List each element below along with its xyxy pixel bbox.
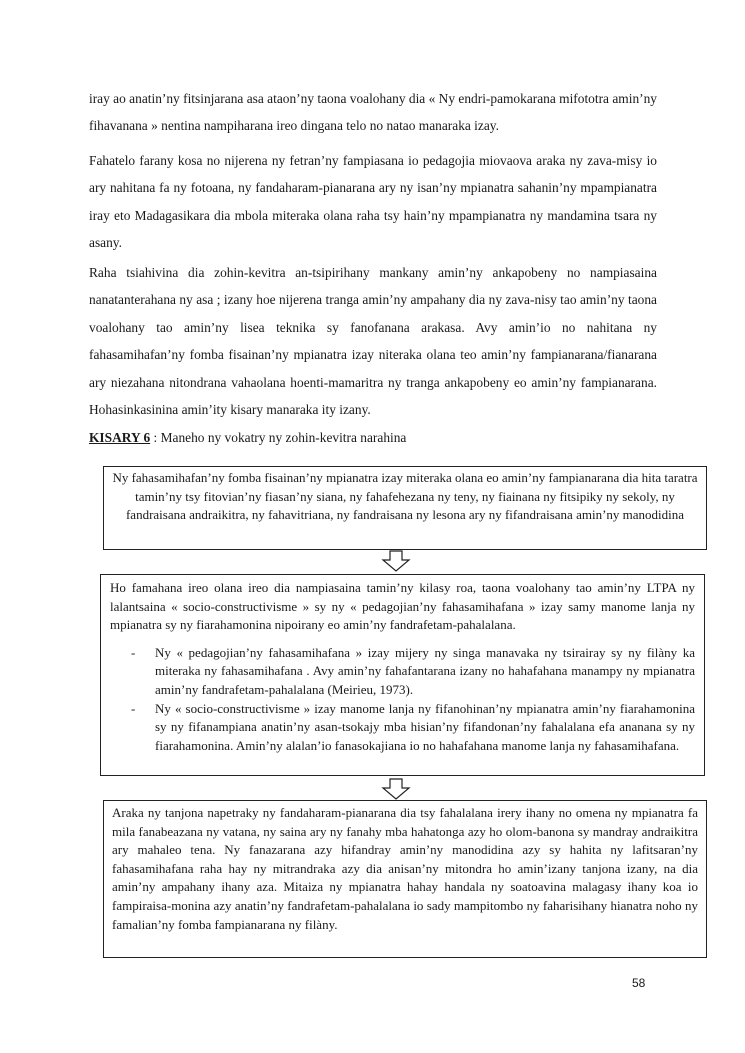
flow-box-solution-intro: Ho famahana ireo olana ireo dia nampiasaina tamin’ny kilasy roa, taona voalohany tao amin’ny LTPA ny lalantsaina « socio-constructivisme » sy ny « pedagojian’ny fahasamihafana » izay samy manome lanja ny mpianatra sy ny fiarahamonina nipoirany eo amin’ny fandrafetam-pahalalana. <box>110 580 695 633</box>
bullet-dash: - <box>131 644 136 660</box>
figure-label: KISARY 6 <box>89 430 151 445</box>
bullet-dash: - <box>131 700 136 716</box>
page-number: 58 <box>632 976 646 990</box>
figure-separator: : <box>150 430 161 445</box>
flow-box-outcome <box>103 800 707 958</box>
list-item <box>110 644 695 700</box>
down-arrow-icon <box>381 778 411 800</box>
down-arrow-icon <box>381 550 411 572</box>
body-paragraph-1: iray ao anatin’ny fitsinjarana asa ataon’ny taona voalohany dia « Ny endri-pamokarana mifototra amin’ny fihavanana » nentina nampiharana ireo dingana telo no natao manaraka izay. <box>89 91 657 134</box>
solution-bullet-list <box>110 644 695 756</box>
flow-box-problem <box>103 466 707 550</box>
bullet-text: Ny « pedagojian’ny fahasamihafana » izay mijery ny singa manavaka ny tsirairay sy ny filàny ka miteraka ny fahasamihafana . Avy amin’ny fahafantarana izany no hahafahana manampy ny mpianatra amin’ny fandrafetam-pahalalana (Meirieu, 1973). <box>155 644 695 697</box>
flow-box-solution <box>100 574 705 776</box>
figure-caption: Maneho ny vokatry ny zohin-kevitra narahina <box>160 430 407 445</box>
figure-heading <box>89 429 406 447</box>
bullet-text: Ny « socio-constructivisme » izay manome lanja ny fifanohinan’ny mpianatra amin’ny fiarahamonina sy ny fifanampiana anatin’ny asan-tsokajy mba hisian’ny fifandonan’ny fahalalana efa ananana sy ny fiarahamonina. Amin’ny alalan’io fanasokajiana io no hahafahana manome lanja ny fahasamihafana. <box>155 700 695 753</box>
flow-box-outcome-text: Araka ny tanjona napetraky ny fandaharam-pianarana dia tsy fahalalana irery ihany no omena ny mpianatra fa mila fanabeazana ny vatana, ny saina ary ny fanahy mba hahatonga azy ho olom-banona sy mandray andraikitra ary mahaleo tena. Ny fanazarana azy hifandray amin’ny manodidina azy sy hahita ny lafitsaran’ny fahasamihafana raha hay ny mitrandraka azy dia anisan’ny mitondra ho amin’izany tanjona izany, na dia amin’ny ampahany ihany aza. Mitaiza ny mpianatra hahay handala ny soatoavina malagasy ihany koa io fampiraisa-monina azy anatin’ny fandrafetam-pahalalana io sady mampitombo ny faharisihany hianatra noho ny famalian’ny fomba fampianarana ny filàny. <box>112 805 698 932</box>
body-paragraph-2: Fahatelo farany kosa no nijerena ny fetran’ny fampiasana io pedagojia miovaova araka ny zava-misy io ary nahitana fa ny fotoana, ny fandaharam-pianarana ary ny isan’ny mpianatra sahanin’ny mpampianatra iray eto Madagasikara dia mbola miteraka olana raha tsy hain’ny mpampianatra ny mandamina tsara ny asany. <box>89 153 657 251</box>
flow-box-problem-text: Ny fahasamihafan’ny fomba fisainan’ny mpianatra izay miteraka olana eo amin’ny fampianarana dia hita taratra tamin’ny tsy fitovian’ny fiasan’ny siana, ny fahafehezana ny teny, ny fiainana ny fitsipiky ny sekoly, ny fandraisana andraikitra, ny fahavitriana, ny fandraisana ny lesona ary ny fifandraisana amin’ny manodidina <box>112 470 698 523</box>
list-item <box>110 700 695 756</box>
body-paragraph-3: Raha tsiahivina dia zohin-kevitra an-tsipirihany mankany amin’ny ankapobeny no nampiasaina nanatanterahana ny asa ; izany hoe nijerena tranga amin’ny ampahany dia ny zava-nisy tao amin’ny taona voalohany tao amin’ny lisea teknika sy fanofanana arakasa. Avy amin’io no nahitana ny fahasamihafan’ny fomba fisainan’ny mpianatra izay niteraka olana teo amin’ny fampianarana/fianarana ary niezahana nitondrana vahaolana hoenti-mamaritra ny tranga ankapobeny eo amin’ny fampianarana. Hohasinkasinina amin’ity kisary manaraka ity izany. <box>89 265 657 418</box>
